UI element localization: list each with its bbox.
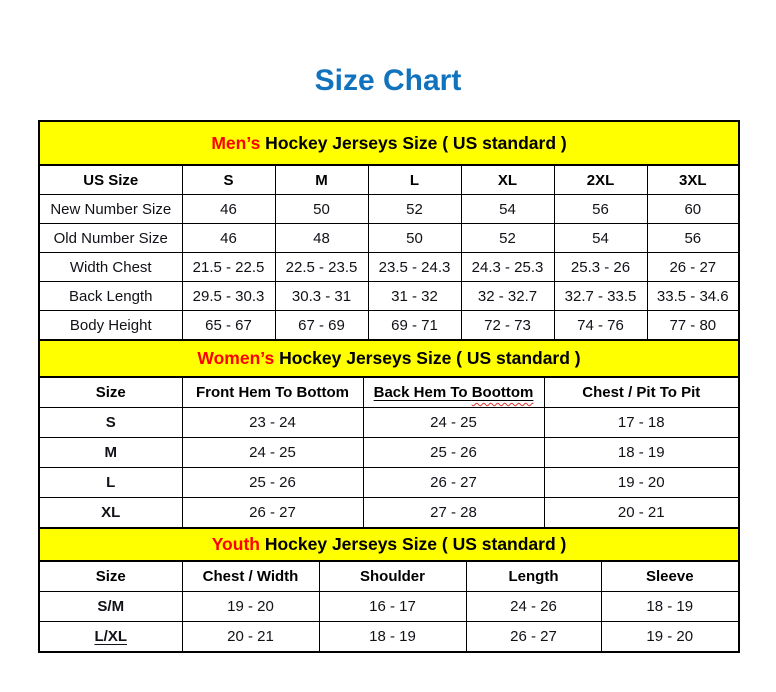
- youth-size-table: [38, 527, 740, 653]
- size-value: 18 - 19: [319, 622, 466, 653]
- size-value: 56: [554, 195, 647, 224]
- size-value: 31 - 32: [368, 282, 461, 311]
- row-label: S/M: [39, 592, 182, 622]
- mens-col-header: XL: [461, 165, 554, 195]
- table-row: [39, 498, 739, 529]
- size-value: 19 - 20: [601, 622, 739, 653]
- table-row: [39, 592, 739, 622]
- size-value: 26 - 27: [182, 498, 363, 529]
- size-value: 52: [461, 224, 554, 253]
- table-row: [39, 224, 739, 253]
- youth-col-header: Size: [39, 561, 182, 592]
- womens-section-title: Hockey Jerseys Size ( US standard ): [274, 348, 581, 368]
- youth-section-title: Hockey Jerseys Size ( US standard ): [259, 534, 567, 554]
- size-value: 16 - 17: [319, 592, 466, 622]
- mens-header-row: [39, 165, 739, 195]
- womens-size-table: [38, 339, 740, 529]
- size-value: 19 - 20: [544, 468, 739, 498]
- row-label: XL: [39, 498, 182, 529]
- size-value: 46: [182, 224, 275, 253]
- table-row: [39, 282, 739, 311]
- size-value: 21.5 - 22.5: [182, 253, 275, 282]
- womens-col-header: Chest / Pit To Pit: [544, 377, 739, 408]
- size-value: 50: [275, 195, 368, 224]
- size-value: 23 - 24: [182, 408, 363, 438]
- row-label: Body Height: [39, 311, 182, 341]
- size-value: 26 - 27: [466, 622, 601, 653]
- size-value: 22.5 - 23.5: [275, 253, 368, 282]
- row-label: M: [39, 438, 182, 468]
- size-value: 50: [368, 224, 461, 253]
- size-value: 18 - 19: [544, 438, 739, 468]
- mens-col-header: US Size: [39, 165, 182, 195]
- size-value: 65 - 67: [182, 311, 275, 341]
- mens-col-header: 2XL: [554, 165, 647, 195]
- size-value: 25 - 26: [363, 438, 544, 468]
- row-label: S: [39, 408, 182, 438]
- mens-section-title: Hockey Jerseys Size ( US standard ): [260, 132, 567, 153]
- row-label: L: [39, 468, 182, 498]
- youth-section-header: [39, 528, 739, 561]
- table-row: [39, 195, 739, 224]
- youth-col-header: Sleeve: [601, 561, 739, 592]
- table-row: [39, 311, 739, 341]
- row-label: New Number Size: [39, 195, 182, 224]
- size-value: 27 - 28: [363, 498, 544, 529]
- size-value: 32.7 - 33.5: [554, 282, 647, 311]
- size-value: 20 - 21: [544, 498, 739, 529]
- size-value: 56: [647, 224, 739, 253]
- size-value: 25 - 26: [182, 468, 363, 498]
- size-value: 24 - 25: [363, 408, 544, 438]
- row-label: Width Chest: [39, 253, 182, 282]
- table-row: [39, 408, 739, 438]
- size-value: 25.3 - 26: [554, 253, 647, 282]
- row-label: Old Number Size: [39, 224, 182, 253]
- womens-col-header-misspelled: [363, 377, 544, 408]
- womens-section-header: [39, 340, 739, 377]
- womens-col-header: Front Hem To Bottom: [182, 377, 363, 408]
- size-value: 24.3 - 25.3: [461, 253, 554, 282]
- size-value: 60: [647, 195, 739, 224]
- page-title: Size Chart: [314, 64, 462, 97]
- size-value: 74 - 76: [554, 311, 647, 341]
- mens-section-header: [39, 121, 739, 165]
- size-value: 72 - 73: [461, 311, 554, 341]
- mens-col-header: M: [275, 165, 368, 195]
- size-value: 69 - 71: [368, 311, 461, 341]
- size-value: 46: [182, 195, 275, 224]
- youth-header-row: [39, 561, 739, 592]
- size-value: 54: [461, 195, 554, 224]
- row-label: Back Length: [39, 282, 182, 311]
- back-hem-prefix: Back Hem To: [373, 384, 472, 401]
- youth-section-highlight: Youth: [211, 534, 260, 554]
- womens-header-row: [39, 377, 739, 408]
- table-row: [39, 468, 739, 498]
- table-row: [39, 253, 739, 282]
- size-value: 77 - 80: [647, 311, 739, 341]
- size-value: 54: [554, 224, 647, 253]
- row-label: L/XL: [39, 622, 182, 653]
- mens-section-highlight: Men’s: [211, 132, 261, 153]
- size-value: 32 - 32.7: [461, 282, 554, 311]
- size-value: 26 - 27: [647, 253, 739, 282]
- mens-col-header: L: [368, 165, 461, 195]
- youth-col-header: Chest / Width: [182, 561, 319, 592]
- size-value: 29.5 - 30.3: [182, 282, 275, 311]
- mens-size-table: [38, 120, 740, 341]
- womens-col-header: Size: [39, 377, 182, 408]
- size-chart-tables: [38, 120, 740, 653]
- size-value: 18 - 19: [601, 592, 739, 622]
- mens-col-header: 3XL: [647, 165, 739, 195]
- table-row: [39, 438, 739, 468]
- size-value: 30.3 - 31: [275, 282, 368, 311]
- size-value: 19 - 20: [182, 592, 319, 622]
- womens-section-highlight: Women’s: [197, 348, 275, 368]
- size-value: 23.5 - 24.3: [368, 253, 461, 282]
- size-value: 24 - 26: [466, 592, 601, 622]
- size-value: 52: [368, 195, 461, 224]
- size-value: 67 - 69: [275, 311, 368, 341]
- size-value: 20 - 21: [182, 622, 319, 653]
- size-value: 33.5 - 34.6: [647, 282, 739, 311]
- youth-col-header: Length: [466, 561, 601, 592]
- size-value: 48: [275, 224, 368, 253]
- youth-col-header: Shoulder: [319, 561, 466, 592]
- back-hem-typo-word: Boottom: [471, 384, 534, 401]
- size-value: 17 - 18: [544, 408, 739, 438]
- mens-col-header: S: [182, 165, 275, 195]
- size-value: 26 - 27: [363, 468, 544, 498]
- size-value: 24 - 25: [182, 438, 363, 468]
- table-row: [39, 622, 739, 653]
